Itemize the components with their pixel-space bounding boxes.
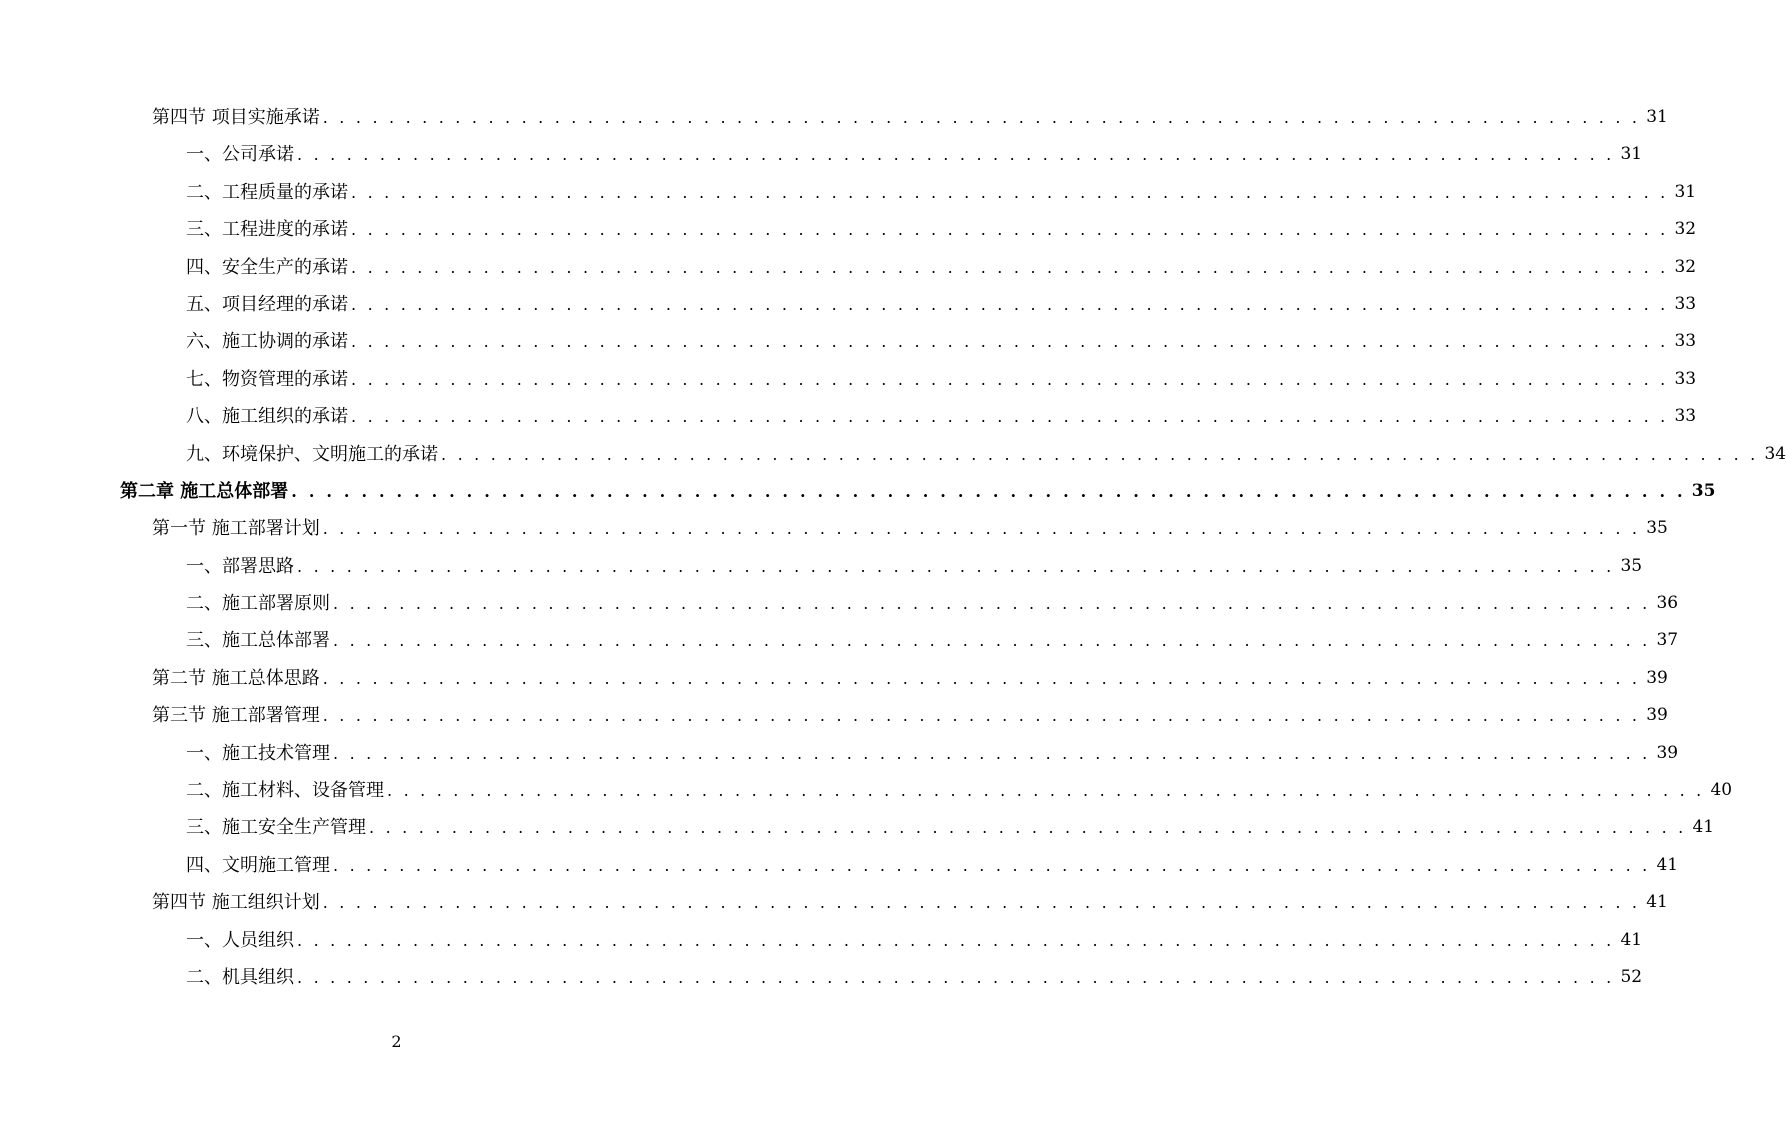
toc-entry[interactable] (0, 99, 1668, 136)
toc-entry[interactable] (0, 249, 1697, 286)
toc-entry-content (186, 922, 1643, 959)
toc-entry-title: 一、部署思路 (186, 555, 294, 577)
toc-dot-leader: . . . . . . . . . . . . . . . . . . . . . . . . . . . . . . . . . . . . . . . . . . . . . . . . . . . . . . . . . . . . . . . . . . . . . . . . . . . . . . . . (333, 594, 1651, 614)
toc-dot-leader: . . . . . . . . . . . . . . . . . . . . . . . . . . . . . . . . . . . . . . . . . . . . . . . . . . . . . . . . . . . . . . . . . . . . . . . . . . . . . . . . (351, 220, 1669, 240)
toc-entry-page: 32 (1674, 256, 1697, 277)
toc-entry-title: 七、物资管理的承诺 (186, 368, 348, 390)
toc-entry-page: 31 (1646, 107, 1668, 127)
toc-entry[interactable] (0, 959, 1643, 996)
toc-entry-content (152, 510, 1668, 547)
toc-dot-leader: . . . . . . . . . . . . . . . . . . . . . . . . . . . . . . . . . . . . . . . . . . . . . . . . . . . . . . . . . . . . . . . . . . . . . . . . . . . . . . . . (297, 967, 1615, 987)
toc-dot-leader: . . . . . . . . . . . . . . . . . . . . . . . . . . . . . . . . . . . . . . . . . . . . . . . . . . . . . . . . . . . . . . . . . . . . . . . . . . . . . . . . (333, 631, 1651, 651)
toc-entry-page: 41 (1620, 929, 1643, 950)
toc-entry-title: 二、机具组织 (186, 966, 294, 988)
toc-entry-title: 四、安全生产的承诺 (186, 256, 348, 278)
toc-entry-title: 第一节 施工部署计划 (152, 518, 320, 540)
toc-entry-content (186, 249, 1697, 286)
toc-entry-page: 36 (1656, 593, 1679, 614)
toc-dot-leader: . . . . . . . . . . . . . . . . . . . . . . . . . . . . . . . . . . . . . . . . . . . . . . . . . . . . . . . . . . . . . . . . . . . . . . . . . . . . . . . . (333, 743, 1651, 763)
toc-entry-title: 一、人员组织 (186, 929, 294, 951)
toc-entry-title: 一、施工技术管理 (186, 742, 330, 764)
toc-entry-content (152, 697, 1668, 734)
toc-dot-leader: . . . . . . . . . . . . . . . . . . . . . . . . . . . . . . . . . . . . . . . . . . . . . . . . . . . . . . . . . . . . . . . . . . . . . . . . . . . . . . . . (322, 108, 1641, 127)
toc-entry-content (186, 136, 1643, 173)
toc-dot-leader: . . . . . . . . . . . . . . . . . . . . . . . . . . . . . . . . . . . . . . . . . . . . . . . . . . . . . . . . . . . . . . . . . . . . . . . . . . . . . . . . (297, 556, 1615, 576)
toc-entry-content (186, 436, 1786, 473)
toc-entry-content (186, 548, 1643, 585)
toc-entry-page: 35 (1691, 480, 1716, 501)
toc-entry[interactable] (0, 585, 1679, 622)
toc-dot-leader: . . . . . . . . . . . . . . . . . . . . . . . . . . . . . . . . . . . . . . . . . . . . . . . . . . . . . . . . . . . . . . . . . . . . . . . . . . . . . . . . (387, 781, 1705, 801)
toc-entry-page: 31 (1620, 144, 1643, 165)
toc-entry-title: 二、施工部署原则 (186, 593, 330, 615)
toc-entry-content (152, 99, 1668, 136)
toc-entry-page: 52 (1620, 966, 1643, 987)
toc-entry-content (152, 660, 1668, 697)
toc-entry[interactable] (0, 660, 1668, 697)
toc-entry-title: 三、施工总体部署 (186, 630, 330, 652)
toc-entry[interactable] (0, 809, 1715, 846)
toc-dot-leader: . . . . . . . . . . . . . . . . . . . . . . . . . . . . . . . . . . . . . . . . . . . . . . . . . . . . . . . . . . . . . . . . . . . . . . . . . . . . . . . . (322, 706, 1641, 726)
toc-entry-page: 41 (1646, 892, 1668, 913)
toc-entry-page: 39 (1656, 742, 1679, 763)
toc-entry-page: 33 (1674, 406, 1697, 427)
toc-dot-leader: . . . . . . . . . . . . . . . . . . . . . . . . . . . . . . . . . . . . . . . . . . . . . . . . . . . . . . . . . . . . . . . . . . . . . . . . . . . . . . . . (297, 930, 1615, 950)
table-of-contents (0, 99, 1786, 996)
toc-entry-content (186, 959, 1643, 996)
toc-entry-page: 33 (1674, 331, 1697, 352)
toc-entry-content (186, 174, 1697, 211)
toc-entry-content (186, 585, 1679, 622)
toc-entry-title: 八、施工组织的承诺 (186, 406, 348, 428)
toc-entry[interactable] (0, 473, 1716, 510)
toc-entry-content (186, 211, 1697, 248)
toc-entry[interactable] (0, 323, 1697, 360)
toc-entry-content (186, 772, 1733, 809)
toc-entry-content (120, 473, 1716, 510)
toc-entry-content (152, 884, 1668, 921)
toc-entry-title: 第四节 施工组织计划 (152, 892, 320, 914)
toc-dot-leader: . . . . . . . . . . . . . . . . . . . . . . . . . . . . . . . . . . . . . . . . . . . . . . . . . . . . . . . . . . . . . . . . . . . . . . . . . . . . . . . . (351, 369, 1669, 389)
toc-entry[interactable] (0, 286, 1697, 323)
toc-dot-leader: . . . . . . . . . . . . . . . . . . . . . . . . . . . . . . . . . . . . . . . . . . . . . . . . . . . . . . . . . . . . . . . . . . . . . . . . . . . . . . . . (333, 855, 1651, 875)
toc-dot-leader: . . . . . . . . . . . . . . . . . . . . . . . . . . . . . . . . . . . . . . . . . . . . . . . . . . . . . . . . . . . . . . . . . . . . . . . . . . . . . . . . (322, 668, 1641, 688)
toc-entry-title: 三、工程进度的承诺 (186, 219, 348, 241)
toc-entry-content (186, 286, 1697, 323)
toc-dot-leader: . . . . . . . . . . . . . . . . . . . . . . . . . . . . . . . . . . . . . . . . . . . . . . . . . . . . . . . . . . . . . . . . . . . . . . . . . . . . . . . . (369, 818, 1687, 838)
toc-entry-page: 37 (1656, 630, 1679, 651)
toc-dot-leader: . . . . . . . . . . . . . . . . . . . . . . . . . . . . . . . . . . . . . . . . . . . . . . . . . . . . . . . . . . . . . . . . . . . . . . . . . . . . . . . . (351, 332, 1669, 352)
toc-entry-title: 第二章 施工总体部署 (120, 480, 289, 502)
toc-entry-page: 35 (1620, 555, 1643, 576)
toc-entry-page: 31 (1674, 181, 1697, 202)
toc-entry-title: 二、施工材料、设备管理 (186, 780, 384, 802)
toc-entry-content (186, 847, 1679, 884)
toc-entry-content (186, 735, 1679, 772)
toc-entry-page: 39 (1646, 667, 1668, 688)
toc-entry[interactable] (0, 211, 1697, 248)
toc-entry[interactable] (0, 436, 1786, 473)
toc-entry-page: 40 (1710, 780, 1733, 801)
toc-dot-leader: . . . . . . . . . . . . . . . . . . . . . . . . . . . . . . . . . . . . . . . . . . . . . . . . . . . . . . . . . . . . . . . . . . . . . . . . . . . . . . . . (351, 182, 1669, 202)
toc-dot-leader: . . . . . . . . . . . . . . . . . . . . . . . . . . . . . . . . . . . . . . . . . . . . . . . . . . . . . . . . . . . . . . . . . . . . . . . . . . . . . . . . (351, 294, 1669, 314)
toc-entry[interactable] (0, 884, 1668, 921)
toc-entry[interactable] (0, 922, 1643, 959)
toc-entry-content (186, 809, 1715, 846)
toc-dot-leader: . . . . . . . . . . . . . . . . . . . . . . . . . . . . . . . . . . . . . . . . . . . . . . . . . . . . . . . . . . . . . . . . . . . . . . . . . . . . . . . . (322, 893, 1641, 913)
toc-dot-leader: . . . . . . . . . . . . . . . . . . . . . . . . . . . . . . . . . . . . . . . . . . . . . . . . . . . . . . . . . . . . . . . . . . . . . . . . . . . . . . . . (297, 145, 1615, 165)
toc-entry[interactable] (0, 510, 1668, 547)
page-number: 2 (391, 1032, 402, 1051)
toc-dot-leader: . . . . . . . . . . . . . . . . . . . . . . . . . . . . . . . . . . . . . . . . . . . . . . . . . . . . . . . . . . . . . . . . . . . . . . . . . . . . . . . . (322, 519, 1641, 539)
toc-entry-title: 六、施工协调的承诺 (186, 331, 348, 353)
toc-entry[interactable] (0, 847, 1679, 884)
toc-entry-title: 第三节 施工部署管理 (152, 705, 320, 727)
toc-entry-title: 三、施工安全生产管理 (186, 817, 366, 839)
toc-entry-title: 四、文明施工管理 (186, 854, 330, 876)
toc-entry-page: 32 (1674, 219, 1697, 240)
toc-entry-page: 35 (1646, 518, 1668, 539)
toc-dot-leader: . . . . . . . . . . . . . . . . . . . . . . . . . . . . . . . . . . . . . . . . . . . . . . . . . . . . . . . . . . . . . . . . . . . . . . . . . . . . . . . . (351, 407, 1669, 427)
toc-entry[interactable] (0, 548, 1643, 585)
toc-entry[interactable] (0, 361, 1697, 398)
toc-entry[interactable] (0, 697, 1668, 734)
toc-entry-content (186, 622, 1679, 659)
toc-entry-content (186, 323, 1697, 360)
toc-entry[interactable] (0, 136, 1643, 173)
toc-entry-title: 第二节 施工总体思路 (152, 667, 320, 689)
toc-entry-page: 33 (1674, 368, 1697, 389)
toc-entry[interactable] (0, 398, 1697, 435)
toc-entry-page: 33 (1674, 293, 1697, 314)
toc-entry-title: 二、工程质量的承诺 (186, 181, 348, 203)
toc-entry-title: 九、环境保护、文明施工的承诺 (186, 443, 438, 465)
toc-entry-title: 第四节 项目实施承诺 (152, 107, 320, 128)
toc-entry-page: 34 (1764, 443, 1786, 464)
toc-entry-page: 41 (1692, 817, 1715, 838)
toc-dot-leader: . . . . . . . . . . . . . . . . . . . . . . . . . . . . . . . . . . . . . . . . . . . . . . . . . . . . . . . . . . . . . . . . . . . . . . . . . . . . . . . . (291, 481, 1686, 501)
toc-entry-content (186, 361, 1697, 398)
toc-dot-leader: . . . . . . . . . . . . . . . . . . . . . . . . . . . . . . . . . . . . . . . . . . . . . . . . . . . . . . . . . . . . . . . . . . . . . . . . . . . . . . . . (351, 257, 1669, 277)
toc-entry-page: 39 (1646, 705, 1668, 726)
toc-entry-title: 五、项目经理的承诺 (186, 293, 348, 315)
toc-entry[interactable] (0, 174, 1697, 211)
toc-entry-title: 一、公司承诺 (186, 144, 294, 166)
toc-entry[interactable] (0, 772, 1733, 809)
toc-entry[interactable] (0, 735, 1679, 772)
toc-entry[interactable] (0, 622, 1679, 659)
toc-dot-leader: . . . . . . . . . . . . . . . . . . . . . . . . . . . . . . . . . . . . . . . . . . . . . . . . . . . . . . . . . . . . . . . . . . . . . . . . . . . . . . . . (441, 444, 1759, 464)
toc-entry-page: 41 (1656, 854, 1679, 875)
toc-entry-content (186, 398, 1697, 435)
